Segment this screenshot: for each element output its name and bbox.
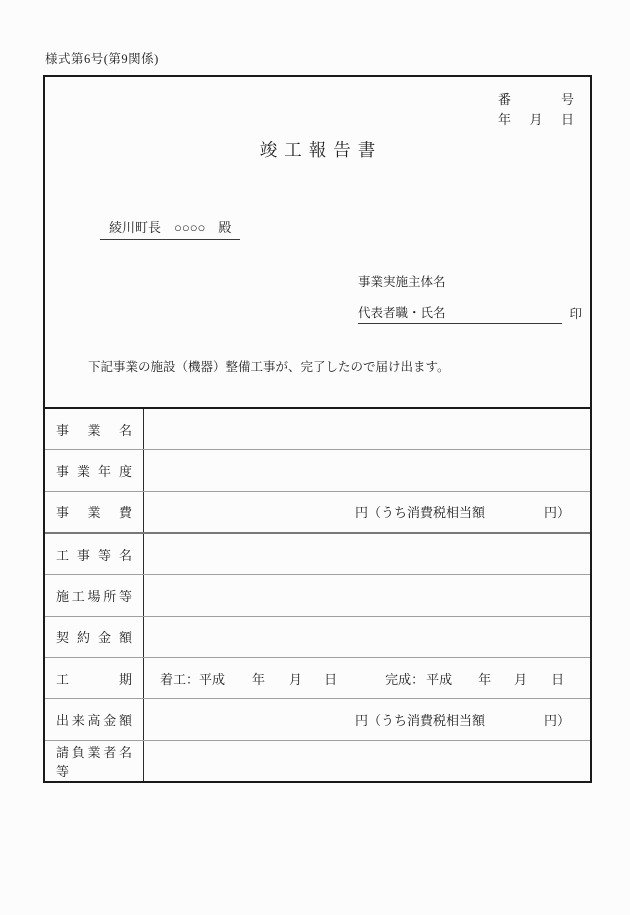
- row-label-cell: [45, 658, 144, 698]
- period-start-label: 着工：: [160, 671, 200, 687]
- document-title: 竣工報告書: [259, 140, 383, 160]
- work-site-field: [144, 575, 590, 615]
- table-row-project-cost: [45, 492, 590, 534]
- date-day-label: 日: [560, 112, 574, 127]
- row-label: 契約金額: [56, 630, 132, 646]
- row-label-cell: [45, 409, 144, 449]
- report-table: [45, 409, 590, 781]
- contractor-name-field: [144, 741, 590, 781]
- row-label: 請負業者名等: [56, 744, 132, 779]
- yen-close-suffix: 円）: [543, 505, 570, 521]
- report-form-sheet: [43, 75, 592, 783]
- date-year-label: 年: [498, 112, 512, 127]
- table-row-project-name: [45, 409, 590, 450]
- row-label: 出来高金額: [56, 712, 132, 728]
- row-label-cell: [45, 534, 144, 574]
- period-end-label: 完成：: [385, 671, 425, 687]
- row-label: 工期: [56, 671, 132, 687]
- table-row-work-name: [45, 534, 590, 575]
- seal-label: 印: [569, 307, 582, 321]
- project-entity-label: 事業実施主体名: [358, 275, 446, 289]
- number-unit-label: 号: [560, 92, 574, 107]
- project-year-field: [144, 450, 590, 490]
- table-row-project-year: [45, 450, 590, 491]
- row-label-cell: [45, 741, 144, 781]
- project-cost-field: [144, 492, 590, 532]
- document-date-line: [498, 109, 574, 128]
- number-label: 番: [498, 92, 512, 107]
- row-label: 事業年度: [56, 463, 132, 479]
- row-label: 事業費: [56, 505, 132, 521]
- declaration-sentence: 下記事業の施設（機器）整備工事が、完了したので届け出ます。: [88, 360, 450, 374]
- work-period-field: [144, 658, 590, 698]
- yen-tax-prefix: 円（うち消費税相当額: [355, 712, 486, 728]
- document-number-line: [498, 89, 574, 108]
- date-month-label: 月: [529, 112, 543, 127]
- representative-line: [358, 303, 582, 324]
- period-end-year: 年: [478, 671, 492, 687]
- addressee-line: 綾川町長 ○○○○ 殿: [100, 217, 240, 240]
- row-label-cell: [45, 617, 144, 657]
- completed-amount-field: [144, 699, 590, 739]
- table-row-completed-amount: [45, 699, 590, 740]
- table-row-work-site: [45, 575, 590, 616]
- yen-close-suffix: 円）: [543, 712, 570, 728]
- letter-header-section: [45, 77, 590, 409]
- yen-tax-prefix: 円（うち消費税相当額: [355, 505, 486, 521]
- work-name-field: [144, 534, 590, 574]
- period-start-year: 年: [252, 671, 266, 687]
- period-start-era: 平成: [199, 671, 226, 687]
- representative-name-field: 代表者職・氏名: [358, 303, 562, 324]
- project-name-field: [144, 409, 590, 449]
- period-end-era: 平成: [426, 671, 453, 687]
- row-label: 施工場所等: [56, 588, 132, 604]
- form-style-number: 様式第6号(第9関係): [45, 52, 159, 66]
- period-start-day: 日: [324, 671, 338, 687]
- table-row-work-period: [45, 658, 590, 699]
- table-row-contractor-name: [45, 741, 590, 781]
- row-label-cell: [45, 492, 144, 532]
- period-end-month: 月: [514, 671, 528, 687]
- period-start-month: 月: [289, 671, 303, 687]
- row-label-cell: [45, 450, 144, 490]
- row-label: 工事等名: [56, 547, 132, 563]
- period-end-day: 日: [551, 671, 565, 687]
- row-label-cell: [45, 699, 144, 739]
- table-row-contract-amount: [45, 617, 590, 658]
- row-label: 事業名: [56, 422, 132, 438]
- row-label-cell: [45, 575, 144, 615]
- contract-amount-field: [144, 617, 590, 657]
